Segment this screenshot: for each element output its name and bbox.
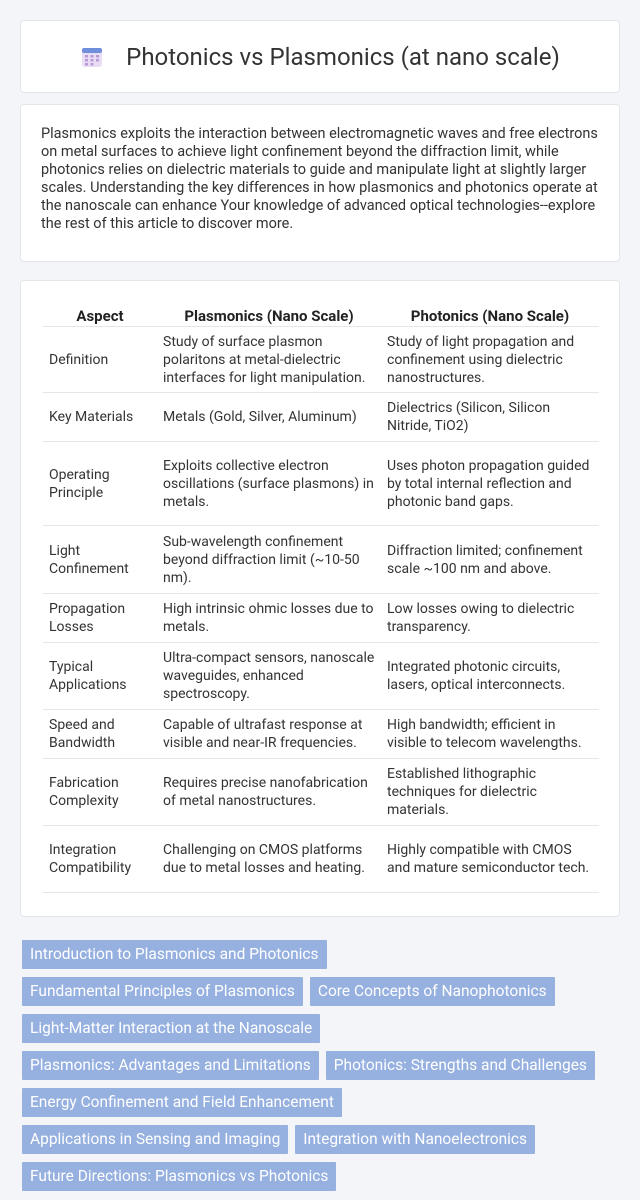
tag-row [22, 1162, 622, 1191]
cell-plasmonics: Ultra-compact sensors, nanoscale waveguides, enhanced spectroscopy. [157, 643, 381, 710]
topic-tag[interactable]: Fundamental Principles of Plasmonics [22, 977, 303, 1006]
intro-card [20, 104, 620, 262]
cell-aspect: Key Materials [43, 393, 157, 442]
cell-plasmonics: High intrinsic ohmic losses due to metals. [157, 594, 381, 643]
tag-row [22, 1125, 622, 1154]
cell-aspect: Propagation Losses [43, 594, 157, 643]
tag-row [22, 1051, 622, 1080]
cell-aspect: Integration Compatibility [43, 826, 157, 893]
cell-aspect: Light Confinement [43, 526, 157, 594]
cell-aspect: Speed and Bandwidth [43, 710, 157, 759]
intro-paragraph: Plasmonics exploits the interaction between electromagnetic waves and free electrons on metal surfaces to achieve light confinement beyond the diffraction limit, while photonics relies on dielectric materials to guide and manipulate light at slightly larger scales. Understanding the key differences in how plasmonics and photonics operate at the nanoscale can enhance Your knowledge of advanced optical technologies--explore the rest of this article to discover more. [41, 125, 598, 232]
table-row [43, 759, 599, 826]
topic-tag[interactable]: Light-Matter Interaction at the Nanoscale [22, 1014, 320, 1043]
cell-aspect: Operating Principle [43, 442, 157, 526]
table-row [43, 594, 599, 643]
table-row [43, 826, 599, 893]
header-card [20, 20, 620, 93]
cell-plasmonics: Capable of ultrafast response at visible and near-IR frequencies. [157, 710, 381, 759]
cell-photonics: Dielectrics (Silicon, Silicon Nitride, TiO2) [381, 393, 599, 442]
cell-photonics: Highly compatible with CMOS and mature semiconductor tech. [381, 826, 599, 893]
cell-photonics: Low losses owing to dielectric transparency. [381, 594, 599, 643]
table-row [43, 526, 599, 594]
cell-photonics: Diffraction limited; confinement scale ~100 nm and above. [381, 526, 599, 594]
tag-row [22, 940, 622, 969]
cell-aspect: Typical Applications [43, 643, 157, 710]
topic-tag[interactable]: Plasmonics: Advantages and Limitations [22, 1051, 319, 1080]
page-title: Photonics vs Plasmonics (at nano scale) [126, 42, 560, 71]
cell-photonics: Uses photon propagation guided by total internal reflection and photonic band gaps. [381, 442, 599, 526]
cell-plasmonics: Sub-wavelength confinement beyond diffraction limit (~10-50 nm). [157, 526, 381, 594]
comparison-table [43, 305, 599, 893]
cell-plasmonics: Requires precise nanofabrication of metal nanostructures. [157, 759, 381, 826]
topic-tag[interactable]: Integration with Nanoelectronics [295, 1125, 535, 1154]
topic-tag[interactable]: Applications in Sensing and Imaging [22, 1125, 288, 1154]
cell-photonics: Study of light propagation and confinement using dielectric nanostructures. [381, 327, 599, 393]
cell-plasmonics: Metals (Gold, Silver, Aluminum) [157, 393, 381, 442]
cell-aspect: Definition [43, 327, 157, 393]
cell-plasmonics: Study of surface plasmon polaritons at metal-dielectric interfaces for light manipulation. [157, 327, 381, 393]
cell-aspect: Fabrication Complexity [43, 759, 157, 826]
tag-row [22, 1014, 622, 1043]
table-row [43, 327, 599, 393]
table-row [43, 442, 599, 526]
cell-plasmonics: Exploits collective electron oscillations (surface plasmons) in metals. [157, 442, 381, 526]
table-row [43, 710, 599, 759]
cell-photonics: Established lithographic techniques for dielectric materials. [381, 759, 599, 826]
cell-plasmonics: Challenging on CMOS platforms due to metal losses and heating. [157, 826, 381, 893]
topic-tag[interactable]: Photonics: Strengths and Challenges [326, 1051, 595, 1080]
topic-tag[interactable]: Core Concepts of Nanophotonics [310, 977, 555, 1006]
header-photonics: Photonics (Nano Scale) [381, 305, 599, 327]
related-topics [22, 940, 622, 1199]
calendar-grid-icon [80, 45, 104, 69]
topic-tag[interactable]: Future Directions: Plasmonics vs Photonics [22, 1162, 336, 1191]
cell-photonics: Integrated photonic circuits, lasers, optical interconnects. [381, 643, 599, 710]
table-row [43, 643, 599, 710]
tag-row [22, 1088, 622, 1117]
tag-row [22, 977, 622, 1006]
topic-tag[interactable]: Introduction to Plasmonics and Photonics [22, 940, 327, 969]
topic-tag[interactable]: Energy Confinement and Field Enhancement [22, 1088, 342, 1117]
header-aspect: Aspect [43, 305, 157, 327]
table-row [43, 393, 599, 442]
comparison-table-card [20, 280, 620, 917]
table-header-row [43, 305, 599, 327]
cell-photonics: High bandwidth; efficient in visible to telecom wavelengths. [381, 710, 599, 759]
header-plasmonics: Plasmonics (Nano Scale) [157, 305, 381, 327]
